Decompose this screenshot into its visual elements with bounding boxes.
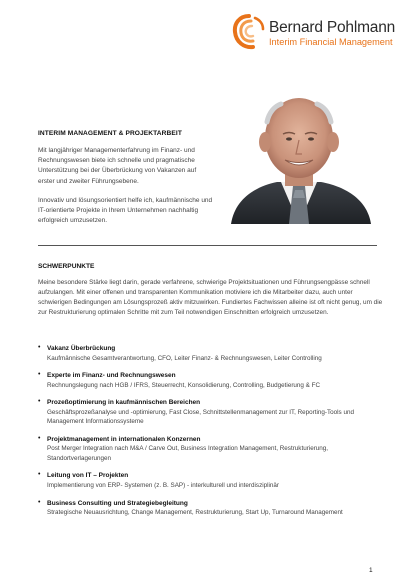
focus-list [38,344,383,526]
section-paragraph: Meine besondere Stärke liegt darin, gerade verfahrene, schwierige Projektsituationen und Führungsengpässe schnell aufzulangen. Mit einer offenen und transparenten Kommunikation motiviere ich die Mitarbeiter dazu, auch unter schwierigen Bedingungen am Lösungsprozeß aktiv mitzuwirken. Fundiertes Fachwissen alleine ist oft nicht genug, um die zur Restrukturierung optimalen Schritte mit zum Teil notwendigen Einschnitten erfolgreich umzusetzen. [38,279,383,317]
list-item-text: Rechnungslegung nach HGB / IFRS, Steuerrecht, Konsolidierung, Controlling, Budgetierung & FC [47,381,321,389]
list-item [38,398,383,426]
intro-heading: INTERIM MANAGEMENT & PROJEKTARBEIT [38,130,182,137]
bullet-icon: • [38,398,41,406]
portrait-photo-icon [221,86,377,224]
list-item [38,371,383,390]
logo-name: Bernard Pohlmann [269,19,396,36]
logo-subtitle: Interim Financial Management [269,37,393,47]
portrait-photo [221,86,377,224]
list-item-text: Implementierung von ERP- Systemen (z. B. SAP) - interkulturell und interdisziplinär [47,481,280,489]
page-number: 1 [369,567,373,574]
list-item-title: Projektmanagement in internationalen Konzernen [47,435,201,443]
list-item-text: Kaufmännische Gesamtverantwortung, CFO, Leiter Finanz- & Rechnungswesen, Leiter Controlling [47,354,322,362]
section-heading: SCHWERPUNKTE [38,263,95,270]
list-item-text: Post Merger Integration nach M&A / Carve Out, Business Integration Management, Restrukturierung, Standortverlagerungen [47,445,329,462]
list-item-title: Prozeßoptimierung in kaufmännischen Bereichen [47,399,201,407]
list-item [38,471,383,490]
intro-paragraph-2: Innovativ und lösungsorientiert helfe ich, kaufmännische und IT-orientierte Projekte in Ihrem Unternehmen nachhaltig erfolgreich umzusetzen. [38,197,213,225]
list-item-text: Strategische Neuausrichtung, Change Management, Restrukturierung, Start Up, Turnaround Management [47,509,343,517]
bullet-icon: • [38,498,41,506]
bullet-icon: • [38,471,41,479]
list-item-title: Business Consulting und Strategiebegleitung [47,499,188,507]
list-item-title: Experte im Finanz- und Rechnungswesen [47,372,176,380]
list-item [38,435,383,463]
list-item-title: Vakanz Überbrückung [47,345,116,352]
bullet-icon: • [38,344,41,351]
orange-swirl-logo-icon [231,12,267,52]
list-item [38,344,383,363]
bullet-icon: • [38,371,41,379]
list-item-text: Geschäftsprozeßanalyse und -optimierung, Fast Close, Schnittstellenmanagement zur IT, Reporting-Tools und Management Informationssysteme [47,408,354,426]
logo [231,12,406,54]
section-divider [38,245,377,246]
bullet-icon: • [38,434,41,442]
intro-paragraph-1: Mit langjähriger Managementerfahrung im Finanz- und Rechnungswesen biete ich schnelle und pragmatische Unterstützung bei der Überbrückung von Vakanzen auf erster und zweiter Führungsebene. [38,147,197,185]
list-item-title: Leitung von IT – Projekten [47,472,129,480]
list-item [38,499,383,518]
